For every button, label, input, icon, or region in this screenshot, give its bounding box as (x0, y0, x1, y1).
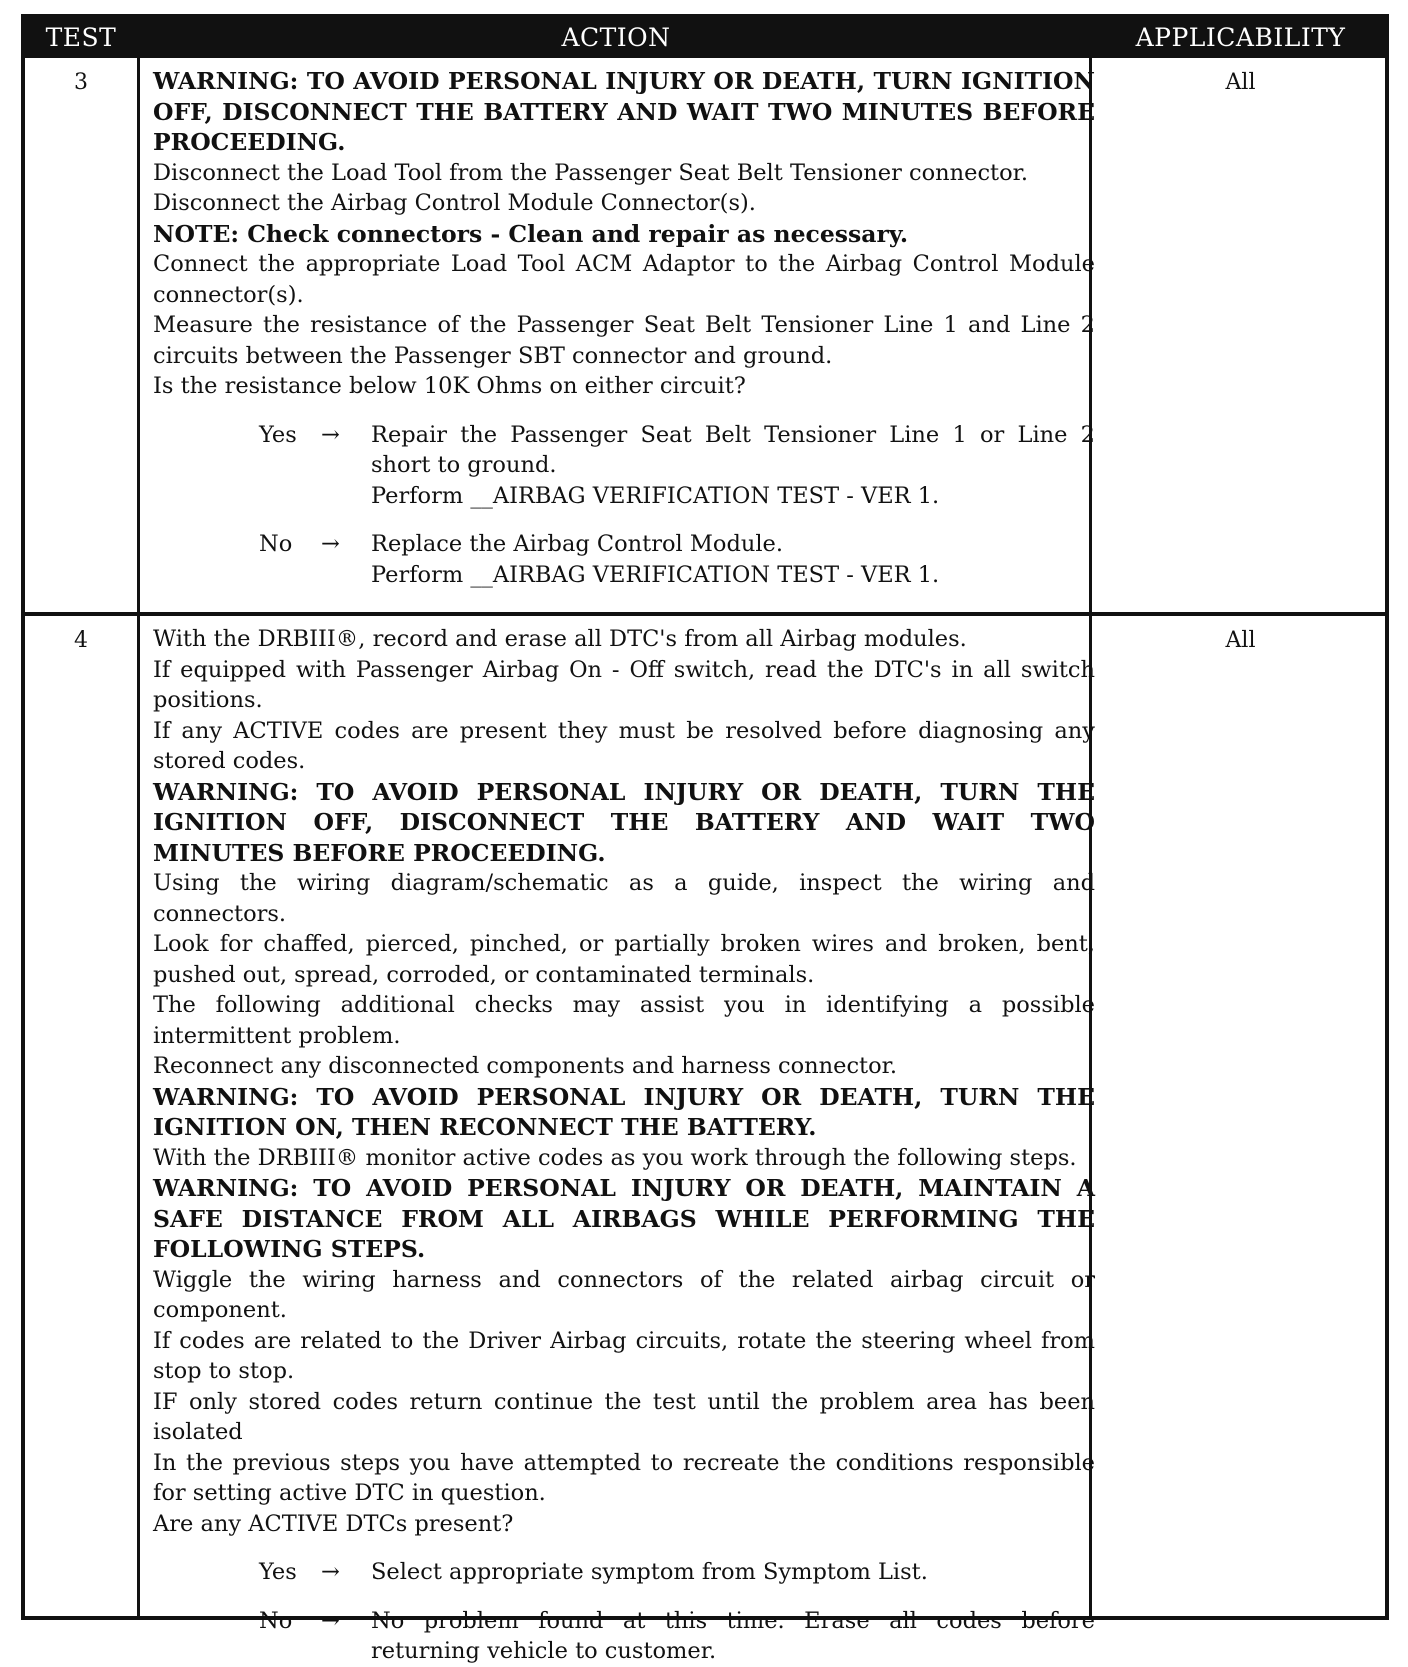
instruction-text: With the DRBIII® monitor active codes as you work through the following steps. (153, 1144, 1077, 1171)
instruction-text: Disconnect the Airbag Control Module Connector(s). (153, 190, 756, 216)
action-cell (153, 66, 1095, 590)
instruction-text: The following additional checks may assist you in identifying a possible intermittent problem. (153, 992, 1095, 1049)
branch-text: Perform __AIRBAG VERIFICATION TEST - VER 1. (371, 482, 940, 509)
applicability-value: All (1225, 628, 1256, 653)
branch-no (153, 1606, 1095, 1667)
arrow-right-icon: → (321, 421, 340, 448)
branch-yes (153, 1557, 1095, 1588)
instruction-text: Disconnect the Load Tool from the Passenger Seat Belt Tensioner connector. (153, 159, 1029, 186)
warning-text: WARNING: TO AVOID PERSONAL INJURY OR DEATH, TURN THE IGNITION OFF, DISCONNECT THE BATTERY AND WAIT TWO MINUTES BEFORE PROCEEDING. (153, 777, 1095, 867)
branch-yes (153, 420, 1095, 512)
branch-label: Yes (259, 1559, 297, 1585)
branch-label: Yes (259, 421, 297, 448)
row-divider (25, 612, 1385, 616)
arrow-right-icon: → (321, 1607, 340, 1634)
header-action: ACTION (561, 23, 671, 52)
arrow-right-icon: → (321, 1559, 340, 1585)
table-header (25, 18, 1385, 58)
branch-label: No (259, 1607, 293, 1634)
instruction-text: Measure the resistance of the Passenger Seat Belt Tensioner Line 1 and Line 2 circuits between the Passenger SBT connector and ground. (153, 312, 1095, 369)
test-number: 4 (74, 628, 88, 653)
question-text: Are any ACTIVE DTCs present? (153, 1510, 514, 1537)
branch-no (153, 529, 1095, 590)
applicability-value: All (1225, 70, 1256, 95)
instruction-text: IF only stored codes return continue the test until the problem area has been isolated (153, 1388, 1095, 1445)
branch-label: No (259, 531, 293, 557)
branch-text: Replace the Airbag Control Module. (371, 531, 783, 557)
branch-text: Repair the Passenger Seat Belt Tensioner Line 1 or Line 2 short to ground. (371, 421, 1095, 478)
column-divider (137, 58, 140, 1620)
question-text: Is the resistance below 10K Ohms on either circuit? (153, 373, 746, 399)
instruction-text: With the DRBIII®, record and erase all DTC's from all Airbag modules. (153, 626, 967, 652)
instruction-text: In the previous steps you have attempted to recreate the conditions responsible for setting active DTC in question. (153, 1449, 1095, 1506)
action-cell (153, 624, 1095, 1667)
branch-text: Select appropriate symptom from Symptom List. (371, 1559, 928, 1585)
arrow-right-icon: → (321, 531, 340, 557)
branch-text: No problem found at this time. Erase all codes before returning vehicle to customer. (371, 1607, 1095, 1664)
instruction-text: If codes are related to the Driver Airbag circuits, rotate the steering wheel from stop to stop. (153, 1327, 1095, 1384)
instruction-text: Connect the appropriate Load Tool ACM Adaptor to the Airbag Control Module connector(s). (153, 251, 1095, 308)
header-test: TEST (45, 23, 117, 52)
instruction-text: Look for chaffed, pierced, pinched, or partially broken wires and broken, bent, pushed out, spread, corroded, or contaminated terminals. (153, 931, 1095, 988)
test-number: 3 (74, 70, 88, 95)
branch-text: Perform __AIRBAG VERIFICATION TEST - VER 1. (371, 561, 940, 588)
warning-text: WARNING: TO AVOID PERSONAL INJURY OR DEATH, TURN IGNITION OFF, DISCONNECT THE BATTERY AND WAIT TWO MINUTES BEFORE PROCEEDING. (153, 67, 1095, 156)
instruction-text: If any ACTIVE codes are present they must be resolved before diagnosing any stored codes. (153, 717, 1095, 774)
instruction-text: Reconnect any disconnected components and harness connector. (153, 1053, 898, 1079)
diagnostic-table (21, 14, 1389, 1664)
instruction-text: Using the wiring diagram/schematic as a guide, inspect the wiring and connectors. (153, 870, 1095, 927)
instruction-text: If equipped with Passenger Airbag On - Off switch, read the DTC's in all switch positions. (153, 656, 1095, 713)
warning-text: WARNING: TO AVOID PERSONAL INJURY OR DEATH, MAINTAIN A SAFE DISTANCE FROM ALL AIRBAGS WHILE PERFORMING THE FOLLOWING STEPS. (153, 1174, 1095, 1263)
header-applicability: APPLICABILITY (1135, 23, 1346, 52)
note-text: NOTE: Check connectors - Clean and repair as necessary. (153, 219, 909, 248)
instruction-text: Wiggle the wiring harness and connectors of the related airbag circuit or component. (153, 1266, 1095, 1323)
warning-text: WARNING: TO AVOID PERSONAL INJURY OR DEATH, TURN THE IGNITION ON, THEN RECONNECT THE BATTERY. (153, 1082, 1095, 1141)
